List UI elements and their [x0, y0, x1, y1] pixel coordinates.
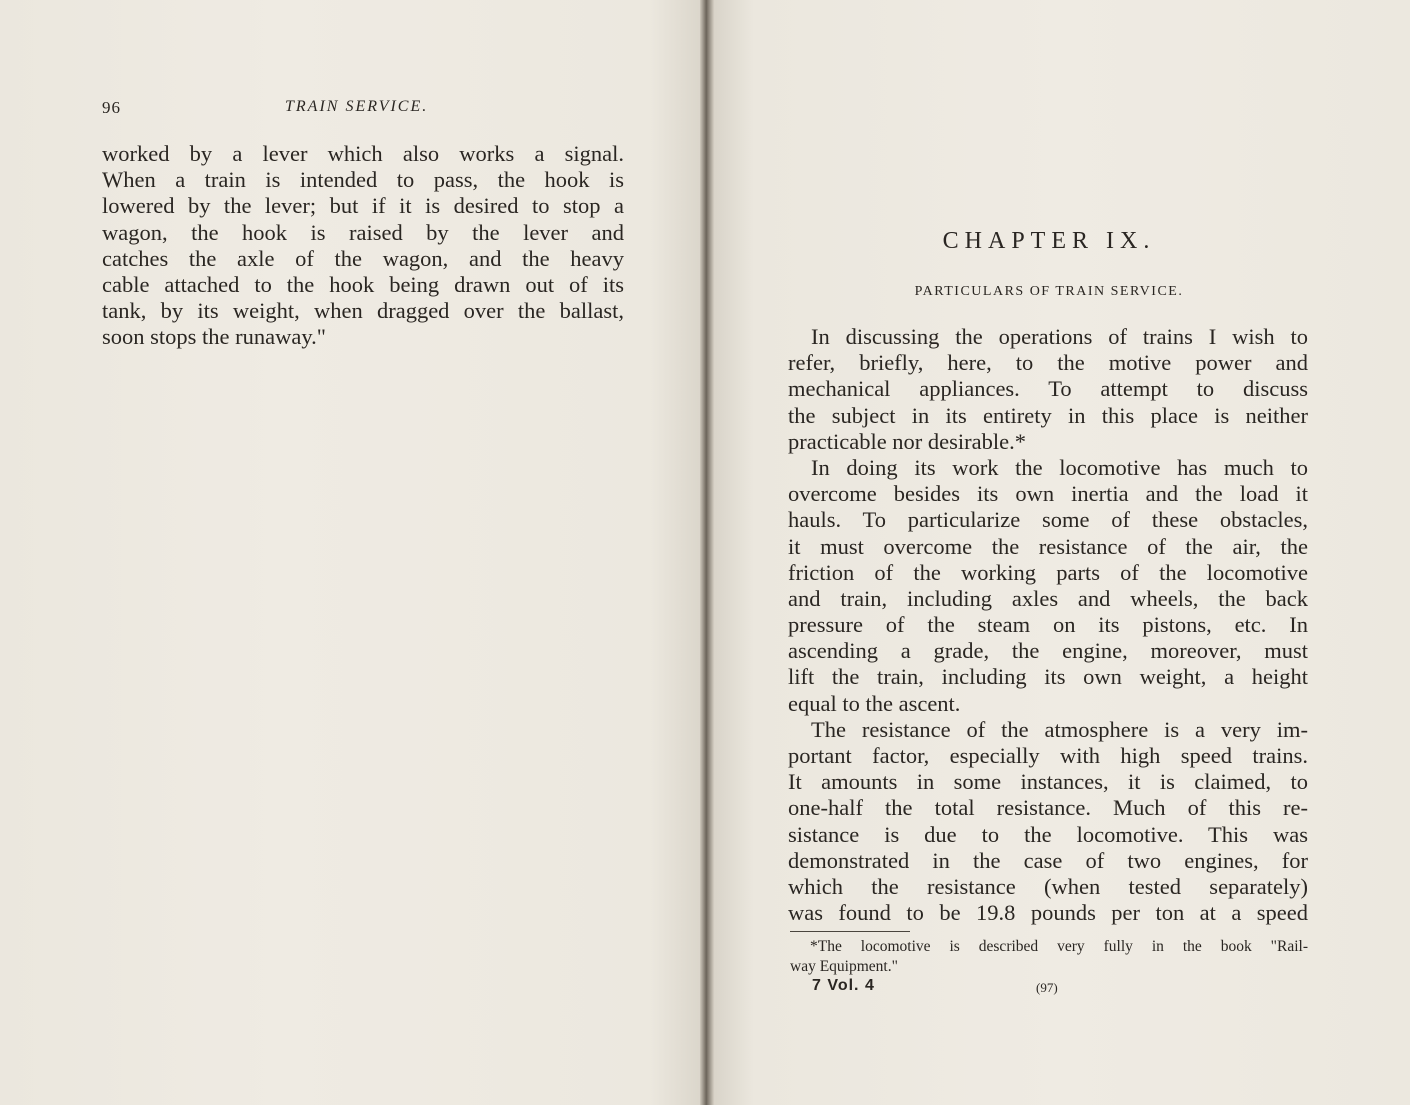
text-line: hauls. To particularize some of these obstacles,	[788, 507, 1308, 533]
running-head	[102, 98, 624, 122]
text-line: catches the axle of the wagon, and the heavy	[102, 245, 624, 271]
text-line: ascending a grade, the engine, moreover, must	[788, 638, 1308, 664]
text-line: The resistance of the atmosphere is a very im-	[811, 716, 1308, 742]
printer-signature: 7 Vol. 4	[812, 977, 875, 994]
text-line: refer, briefly, here, to the motive power and	[788, 350, 1308, 376]
running-title: TRAIN SERVICE.	[285, 98, 429, 115]
page-number-right: (97)	[1036, 980, 1058, 995]
text-line: overcome besides its own inertia and the load it	[788, 481, 1308, 507]
text-line: was found to be 19.8 pounds per ton at a speed	[788, 900, 1308, 926]
text-line: mechanical appliances. To attempt to discuss	[788, 376, 1308, 402]
footnote-rule	[790, 931, 910, 932]
text-line: tank, by its weight, when dragged over the ballast,	[102, 298, 624, 324]
text-line: worked by a lever which also works a signal.	[102, 141, 624, 166]
text-line: sistance is due to the locomotive. This was	[788, 821, 1308, 847]
text-line: portant factor, especially with high speed trains.	[788, 743, 1308, 768]
chapter-title: CHAPTER IX.	[942, 228, 1156, 254]
text-line: demonstrated in the case of two engines, for	[788, 847, 1308, 873]
text-line: It amounts in some instances, it is claimed, to	[788, 769, 1308, 795]
text-line: wagon, the hook is raised by the lever and	[102, 219, 624, 245]
right-page-text	[788, 324, 1308, 926]
text-line: equal to the ascent.	[788, 690, 961, 716]
book-gutter	[700, 0, 714, 1105]
footnote	[790, 937, 1308, 977]
text-line: cable attached to the hook being drawn out of its	[102, 271, 624, 297]
text-line: lowered by the lever; but if it is desired to stop a	[102, 193, 624, 219]
text-line: In doing its work the locomotive has much to	[811, 454, 1308, 480]
text-line: and train, including axles and wheels, the back	[788, 585, 1308, 611]
text-line: it must overcome the resistance of the air, the	[788, 533, 1308, 559]
text-line: the subject in its entirety in this place is neither	[788, 402, 1308, 428]
text-line: lift the train, including its own weight, a height	[788, 664, 1308, 690]
text-line: pressure of the steam on its pistons, etc. In	[788, 612, 1308, 638]
footnote-line: way Equipment."	[790, 958, 898, 975]
text-line: friction of the working parts of the locomotive	[788, 559, 1308, 585]
text-line: In discussing the operations of trains I wish to	[811, 324, 1308, 349]
left-page-text	[102, 141, 624, 351]
text-line: soon stops the runaway."	[102, 324, 326, 350]
page-number-left: 96	[102, 98, 121, 117]
text-line: one-half the total resistance. Much of this re-	[788, 795, 1308, 821]
text-line: When a train is intended to pass, the hook is	[102, 167, 624, 193]
chapter-subtitle: PARTICULARS OF TRAIN SERVICE.	[914, 284, 1184, 299]
footnote-line: *The locomotive is described very fully in the book "Rail-	[810, 938, 1308, 955]
text-line: which the resistance (when tested separately)	[788, 873, 1308, 899]
text-line: practicable nor desirable.*	[788, 428, 1027, 454]
